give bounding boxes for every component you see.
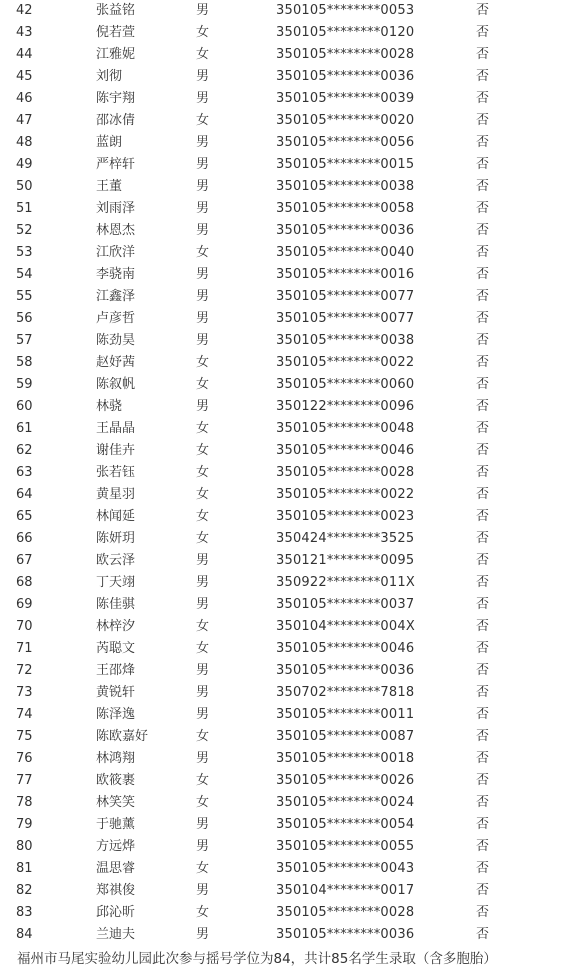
table-row (0, 440, 566, 462)
student-name: 黄锐轩 (96, 685, 136, 700)
student-id-number: 350105********0048 (276, 421, 415, 436)
row-number: 78 (16, 795, 33, 810)
status-flag: 否 (476, 729, 490, 744)
status-flag: 否 (476, 905, 490, 920)
row-number: 56 (16, 311, 33, 326)
student-gender: 男 (196, 311, 210, 326)
status-flag: 否 (476, 69, 490, 84)
row-number: 42 (16, 3, 33, 18)
table-row (0, 396, 566, 418)
table-row (0, 638, 566, 660)
table-row (0, 154, 566, 176)
student-name: 张若钰 (96, 465, 136, 480)
table-row (0, 770, 566, 792)
student-id-number: 350105********0058 (276, 201, 415, 216)
row-number: 46 (16, 91, 33, 106)
row-number: 67 (16, 553, 33, 568)
row-number: 81 (16, 861, 33, 876)
student-gender: 男 (196, 883, 210, 898)
table-row (0, 748, 566, 770)
row-number: 69 (16, 597, 33, 612)
table-row (0, 88, 566, 110)
table-row (0, 616, 566, 638)
table-row (0, 572, 566, 594)
table-row (0, 462, 566, 484)
student-gender: 女 (196, 861, 210, 876)
student-id-number: 350105********0015 (276, 157, 415, 172)
student-id-number: 350105********0043 (276, 861, 415, 876)
row-number: 62 (16, 443, 33, 458)
student-name: 林梓汐 (96, 619, 136, 634)
student-gender: 男 (196, 399, 210, 414)
row-number: 49 (16, 157, 33, 172)
status-flag: 否 (476, 135, 490, 150)
table-row (0, 924, 566, 946)
row-number: 68 (16, 575, 33, 590)
student-id-number: 350424********3525 (276, 531, 415, 546)
student-gender: 女 (196, 619, 210, 634)
student-name: 陈叙帆 (96, 377, 136, 392)
status-flag: 否 (476, 685, 490, 700)
student-id-number: 350105********0046 (276, 641, 415, 656)
status-flag: 否 (476, 399, 490, 414)
table-row (0, 220, 566, 242)
student-name: 王晶晶 (96, 421, 136, 436)
row-number: 74 (16, 707, 33, 722)
table-row (0, 286, 566, 308)
status-flag: 否 (476, 289, 490, 304)
student-id-number: 350105********0077 (276, 311, 415, 326)
status-flag: 否 (476, 25, 490, 40)
status-flag: 否 (476, 3, 490, 18)
status-flag: 否 (476, 201, 490, 216)
student-id-number: 350105********0016 (276, 267, 415, 282)
student-name: 赵妤茜 (96, 355, 136, 370)
table-row (0, 110, 566, 132)
row-number: 70 (16, 619, 33, 634)
student-id-number: 350105********0028 (276, 47, 415, 62)
student-id-number: 350105********0024 (276, 795, 415, 810)
status-flag: 否 (476, 487, 490, 502)
table-row (0, 682, 566, 704)
row-number: 48 (16, 135, 33, 150)
student-id-number: 350105********0022 (276, 487, 415, 502)
student-name: 陈宇翔 (96, 91, 136, 106)
status-flag: 否 (476, 465, 490, 480)
student-gender: 男 (196, 575, 210, 590)
student-gender: 女 (196, 113, 210, 128)
student-name: 兰迪夫 (96, 927, 136, 942)
student-id-number: 350105********0028 (276, 905, 415, 920)
row-number: 73 (16, 685, 33, 700)
student-gender: 女 (196, 531, 210, 546)
student-gender: 男 (196, 663, 210, 678)
student-gender: 男 (196, 707, 210, 722)
table-row (0, 44, 566, 66)
student-gender: 女 (196, 509, 210, 524)
status-flag: 否 (476, 267, 490, 282)
student-gender: 女 (196, 421, 210, 436)
student-gender: 男 (196, 751, 210, 766)
student-gender: 女 (196, 465, 210, 480)
row-number: 63 (16, 465, 33, 480)
status-flag: 否 (476, 597, 490, 612)
status-flag: 否 (476, 575, 490, 590)
student-id-number: 350105********0077 (276, 289, 415, 304)
student-gender: 男 (196, 289, 210, 304)
student-gender: 男 (196, 91, 210, 106)
student-name: 江雅妮 (96, 47, 136, 62)
table-row (0, 880, 566, 902)
student-gender: 女 (196, 25, 210, 40)
status-flag: 否 (476, 333, 490, 348)
status-flag: 否 (476, 223, 490, 238)
student-id-number: 350105********0037 (276, 597, 415, 612)
table-row (0, 132, 566, 154)
status-flag: 否 (476, 245, 490, 260)
student-name: 芮聪文 (96, 641, 136, 656)
table-row (0, 550, 566, 572)
student-name: 于驰薰 (96, 817, 136, 832)
table-row (0, 528, 566, 550)
row-number: 57 (16, 333, 33, 348)
student-gender: 男 (196, 597, 210, 612)
row-number: 75 (16, 729, 33, 744)
student-id-number: 350105********0036 (276, 663, 415, 678)
table-row (0, 858, 566, 880)
row-number: 54 (16, 267, 33, 282)
student-gender: 男 (196, 553, 210, 568)
student-name: 林恩杰 (96, 223, 136, 238)
student-name: 严梓轩 (96, 157, 136, 172)
table-row (0, 836, 566, 858)
status-flag: 否 (476, 553, 490, 568)
status-flag: 否 (476, 707, 490, 722)
student-gender: 女 (196, 47, 210, 62)
row-number: 44 (16, 47, 33, 62)
table-row (0, 66, 566, 88)
row-number: 71 (16, 641, 33, 656)
status-flag: 否 (476, 355, 490, 370)
student-id-number: 350105********0055 (276, 839, 415, 854)
student-name: 邱沁昕 (96, 905, 136, 920)
table-row (0, 726, 566, 748)
footer-note: 福州市马尾实验幼儿园此次参与摇号学位为84，共计85名学生录取（含多胞胎） (17, 951, 497, 967)
row-number: 59 (16, 377, 33, 392)
table-row (0, 484, 566, 506)
row-number: 53 (16, 245, 33, 260)
student-id-number: 350105********0046 (276, 443, 415, 458)
row-number: 82 (16, 883, 33, 898)
row-number: 80 (16, 839, 33, 854)
student-id-number: 350104********004X (276, 619, 415, 634)
student-gender: 男 (196, 685, 210, 700)
row-number: 43 (16, 25, 33, 40)
student-gender: 男 (196, 333, 210, 348)
student-gender: 女 (196, 245, 210, 260)
student-id-number: 350105********0020 (276, 113, 415, 128)
status-flag: 否 (476, 663, 490, 678)
student-id-number: 350105********0040 (276, 245, 415, 260)
status-flag: 否 (476, 927, 490, 942)
row-number: 76 (16, 751, 33, 766)
row-number: 72 (16, 663, 33, 678)
student-name: 林闻延 (96, 509, 136, 524)
status-flag: 否 (476, 91, 490, 106)
student-gender: 女 (196, 729, 210, 744)
table-row (0, 22, 566, 44)
table-row (0, 594, 566, 616)
row-number: 77 (16, 773, 33, 788)
student-name: 卢彦哲 (96, 311, 136, 326)
status-flag: 否 (476, 619, 490, 634)
student-id-number: 350105********0120 (276, 25, 415, 40)
student-name: 蓝朗 (96, 135, 123, 150)
status-flag: 否 (476, 531, 490, 546)
student-name: 陈妍玥 (96, 531, 136, 546)
student-gender: 男 (196, 927, 210, 942)
status-flag: 否 (476, 839, 490, 854)
student-id-number: 350105********0036 (276, 927, 415, 942)
status-flag: 否 (476, 773, 490, 788)
student-name: 江鑫泽 (96, 289, 136, 304)
table-row (0, 506, 566, 528)
student-name: 黄星羽 (96, 487, 136, 502)
row-number: 65 (16, 509, 33, 524)
student-id-number: 350105********0039 (276, 91, 415, 106)
row-number: 84 (16, 927, 33, 942)
student-gender: 男 (196, 135, 210, 150)
table-row (0, 264, 566, 286)
student-gender: 男 (196, 223, 210, 238)
student-gender: 女 (196, 641, 210, 656)
student-gender: 男 (196, 3, 210, 18)
student-name: 温思睿 (96, 861, 136, 876)
status-flag: 否 (476, 157, 490, 172)
table-row (0, 0, 566, 22)
table-row (0, 374, 566, 396)
row-number: 52 (16, 223, 33, 238)
student-id-number: 350105********0087 (276, 729, 415, 744)
student-gender: 女 (196, 795, 210, 810)
student-id-number: 350105********0054 (276, 817, 415, 832)
student-id-number: 350922********011X (276, 575, 415, 590)
student-name: 刘雨泽 (96, 201, 136, 216)
student-name: 林笑笑 (96, 795, 136, 810)
student-id-number: 350105********0060 (276, 377, 415, 392)
status-flag: 否 (476, 817, 490, 832)
student-id-number: 350105********0056 (276, 135, 415, 150)
status-flag: 否 (476, 113, 490, 128)
student-id-number: 350105********0053 (276, 3, 415, 18)
student-name: 林鸿翔 (96, 751, 136, 766)
student-name: 陈泽逸 (96, 707, 136, 722)
student-name: 张益铭 (96, 3, 136, 18)
student-name: 郑祺俊 (96, 883, 136, 898)
row-number: 64 (16, 487, 33, 502)
status-flag: 否 (476, 641, 490, 656)
table-row (0, 902, 566, 924)
table-row (0, 198, 566, 220)
table-row (0, 418, 566, 440)
status-flag: 否 (476, 883, 490, 898)
table-row (0, 308, 566, 330)
student-id-number: 350105********0026 (276, 773, 415, 788)
student-gender: 男 (196, 69, 210, 84)
student-id-number: 350105********0023 (276, 509, 415, 524)
status-flag: 否 (476, 509, 490, 524)
student-id-number: 350702********7818 (276, 685, 415, 700)
student-name: 刘彻 (96, 69, 123, 84)
student-name: 陈劲昊 (96, 333, 136, 348)
student-name: 方远烨 (96, 839, 136, 854)
student-name: 倪若萱 (96, 25, 136, 40)
student-name: 邵冰倩 (96, 113, 136, 128)
student-name: 江欣洋 (96, 245, 136, 260)
row-number: 47 (16, 113, 33, 128)
status-flag: 否 (476, 47, 490, 62)
student-id-number: 350121********0095 (276, 553, 415, 568)
student-gender: 男 (196, 267, 210, 282)
student-gender: 男 (196, 157, 210, 172)
student-gender: 女 (196, 443, 210, 458)
student-gender: 男 (196, 179, 210, 194)
row-number: 66 (16, 531, 33, 546)
table-row (0, 704, 566, 726)
student-name: 欧云泽 (96, 553, 136, 568)
student-gender: 男 (196, 817, 210, 832)
row-number: 60 (16, 399, 33, 414)
student-name: 王董 (96, 179, 123, 194)
student-name: 李骁南 (96, 267, 136, 282)
row-number: 50 (16, 179, 33, 194)
student-id-number: 350105********0038 (276, 333, 415, 348)
row-number: 83 (16, 905, 33, 920)
student-id-number: 350105********0038 (276, 179, 415, 194)
student-id-number: 350105********0011 (276, 707, 415, 722)
student-id-number: 350105********0036 (276, 223, 415, 238)
student-id-number: 350105********0018 (276, 751, 415, 766)
student-id-number: 350105********0022 (276, 355, 415, 370)
table-row (0, 660, 566, 682)
student-id-number: 350104********0017 (276, 883, 415, 898)
student-name: 王邵烽 (96, 663, 136, 678)
student-name: 林骁 (96, 399, 123, 414)
table-row (0, 176, 566, 198)
student-name: 陈佳骐 (96, 597, 136, 612)
status-flag: 否 (476, 795, 490, 810)
table-row (0, 242, 566, 264)
student-gender: 女 (196, 355, 210, 370)
student-name: 谢佳卉 (96, 443, 136, 458)
student-name: 陈欧嘉好 (96, 729, 149, 744)
row-number: 55 (16, 289, 33, 304)
table-row (0, 352, 566, 374)
status-flag: 否 (476, 443, 490, 458)
student-gender: 男 (196, 839, 210, 854)
status-flag: 否 (476, 751, 490, 766)
table-row (0, 330, 566, 352)
student-id-number: 350105********0028 (276, 465, 415, 480)
status-flag: 否 (476, 861, 490, 876)
student-name: 欧筱裹 (96, 773, 136, 788)
student-name: 丁天翊 (96, 575, 136, 590)
student-id-number: 350105********0036 (276, 69, 415, 84)
status-flag: 否 (476, 179, 490, 194)
row-number: 58 (16, 355, 33, 370)
table-row (0, 792, 566, 814)
row-number: 61 (16, 421, 33, 436)
row-number: 45 (16, 69, 33, 84)
status-flag: 否 (476, 421, 490, 436)
table-row (0, 814, 566, 836)
status-flag: 否 (476, 377, 490, 392)
student-gender: 女 (196, 773, 210, 788)
row-number: 51 (16, 201, 33, 216)
student-gender: 女 (196, 905, 210, 920)
student-gender: 男 (196, 201, 210, 216)
student-id-number: 350122********0096 (276, 399, 415, 414)
student-gender: 女 (196, 487, 210, 502)
student-gender: 女 (196, 377, 210, 392)
status-flag: 否 (476, 311, 490, 326)
row-number: 79 (16, 817, 33, 832)
